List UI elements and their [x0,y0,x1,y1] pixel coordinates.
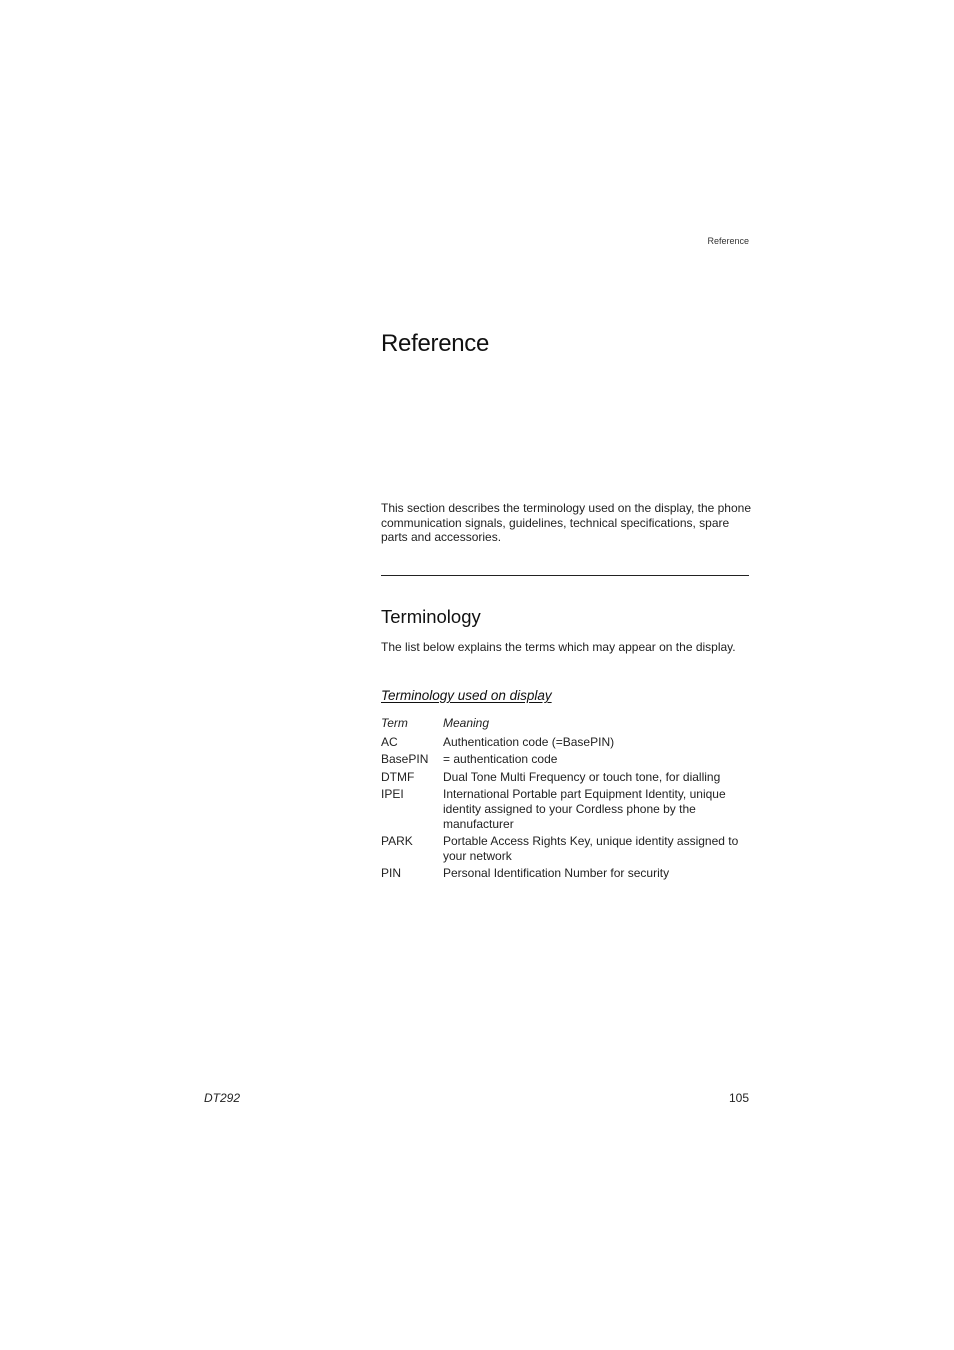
meaning-cell: Portable Access Rights Key, unique identity assigned to your network [443,834,739,863]
table-row [381,834,753,866]
meaning-cell: Dual Tone Multi Frequency or touch tone, for dialling [443,769,721,784]
column-header-term: Term [381,716,408,730]
table-row [381,735,753,753]
meaning-cell: Personal Identification Number for security [443,866,670,881]
term-cell: IPEI [381,787,404,802]
term-cell: BasePIN [381,752,429,767]
footer-page-number: 105 [728,1091,749,1105]
table-row [381,787,753,834]
chapter-title: Reference [381,330,490,357]
table-row [381,752,753,770]
terminology-table [381,716,753,884]
table-row [381,866,753,884]
table-header-row [381,716,753,735]
term-cell: PIN [381,866,402,881]
section-divider [381,575,749,576]
meaning-cell: Authentication code (=BasePIN) [443,734,615,749]
column-header-meaning: Meaning [443,716,490,730]
meaning-cell: International Portable part Equipment Identity, unique identity assigned to your Cordless phone by the manufacturer [443,787,726,831]
running-header: Reference [707,236,749,246]
table-row [381,770,753,788]
subsection-title: Terminology used on display [381,688,552,703]
chapter-intro: This section describes the terminology used on the display, the phone communication signals, guidelines, technical specifications, spare parts and accessories. [381,501,751,545]
meaning-cell: = authentication code [443,752,558,767]
term-cell: DTMF [381,769,415,784]
term-cell: AC [381,734,398,749]
footer-product-name: DT292 [204,1091,241,1105]
section-text: The list below explains the terms which may appear on the display. [381,640,736,654]
term-cell: PARK [381,834,413,849]
section-title: Terminology [381,606,481,627]
